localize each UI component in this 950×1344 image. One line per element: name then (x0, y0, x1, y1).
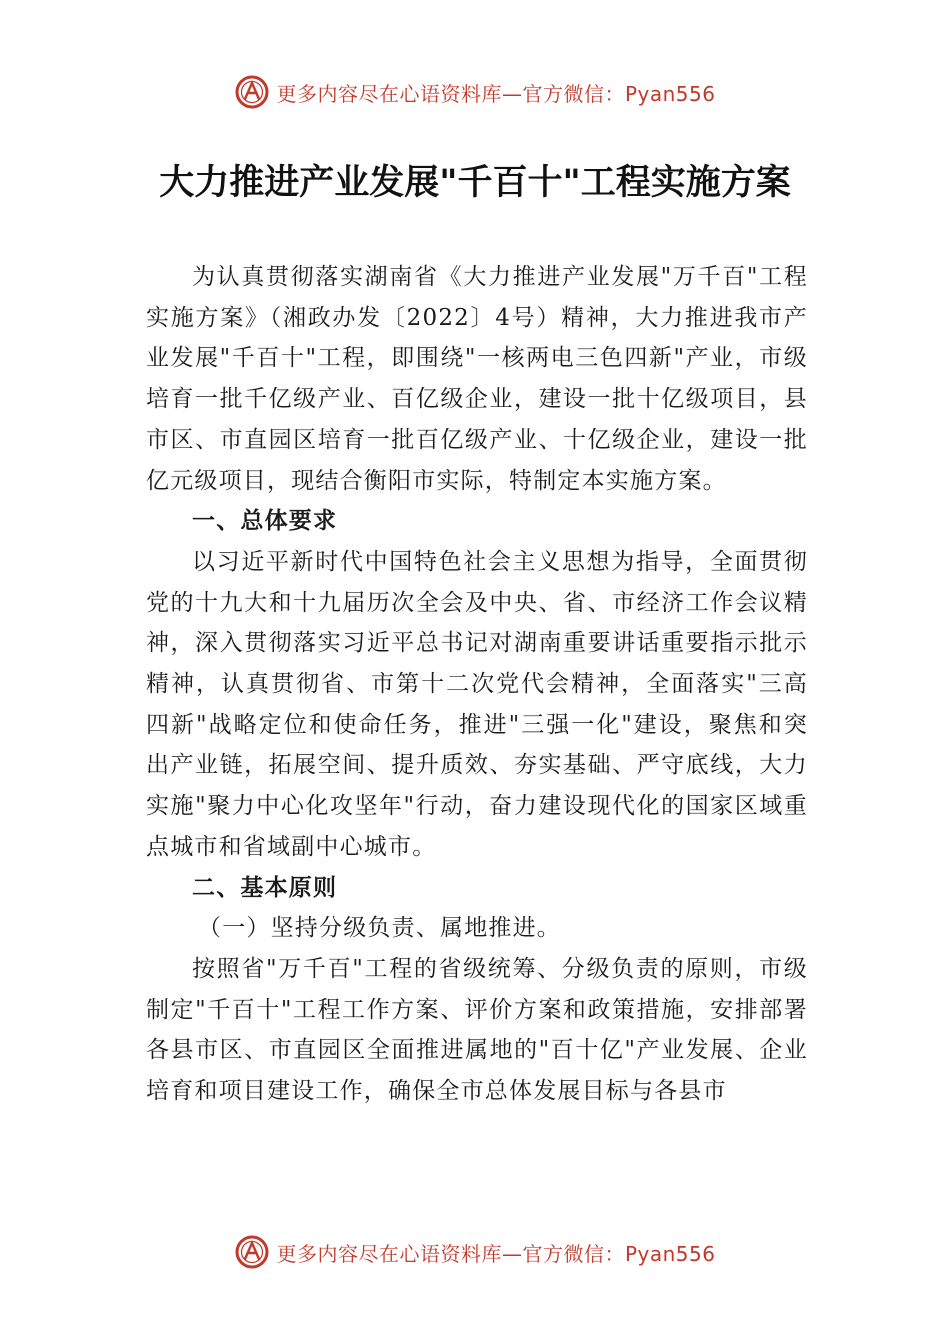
document-body (146, 257, 808, 1112)
banner-text: 更多内容尽在心语资料库—官方微信：Pyan556 (276, 1241, 716, 1266)
footer-banner (0, 1232, 950, 1272)
subsection-heading-tiered-responsibility: （一）坚持分级负责、属地推进。 (198, 915, 561, 942)
header-banner (0, 72, 950, 112)
section-heading-general-requirements: 一、总体要求 (192, 508, 338, 535)
tiered-responsibility-paragraph: 按照省"万千百"工程的省级统筹、分级负责的原则，市级制定"千百十"工程工作方案、评价方案和政策措施，安排部署各县市区、市直园区全面推进属地的"百十亿"产业发展、企业培育和项目建设工作，确保全市总体发展目标与各县市 (146, 955, 808, 1105)
seal-logo-icon (234, 1234, 270, 1270)
document-title: 大力推进产业发展"千百十"工程实施方案 (159, 163, 791, 203)
seal-logo-icon (234, 74, 270, 110)
general-requirements-paragraph: 以习近平新时代中国特色社会主义思想为指导，全面贯彻党的十九大和十九届历次全会及中央、省、市经济工作会议精神，深入贯彻落实习近平总书记对湖南重要讲话重要指示批示精神，认真贯彻省、市第十二次党代会精神，全面落实"三高四新"战略定位和使命任务，推进"三强一化"建设，聚焦和突出产业链，拓展空间、提升质效、夯实基础、严守底线，大力实施"聚力中心化攻坚年"行动，奋力建设现代化的国家区域重点城市和省域副中心城市。 (146, 548, 808, 860)
banner-text: 更多内容尽在心语资料库—官方微信：Pyan556 (276, 81, 716, 106)
section-heading-basic-principles: 二、基本原则 (192, 874, 338, 901)
intro-paragraph: 为认真贯彻落实湖南省《大力推进产业发展"万千百"工程实施方案》（湘政办发〔2022〕4号）精神，大力推进我市产业发展"千百十"工程，即围绕"一核两电三色四新"产业，市级培育一批千亿级产业、百亿级企业，建设一批十亿级项目，县市区、市直园区培育一批百亿级产业、十亿级企业，建设一批亿元级项目，现结合衡阳市实际，特制定本实施方案。 (146, 264, 808, 494)
